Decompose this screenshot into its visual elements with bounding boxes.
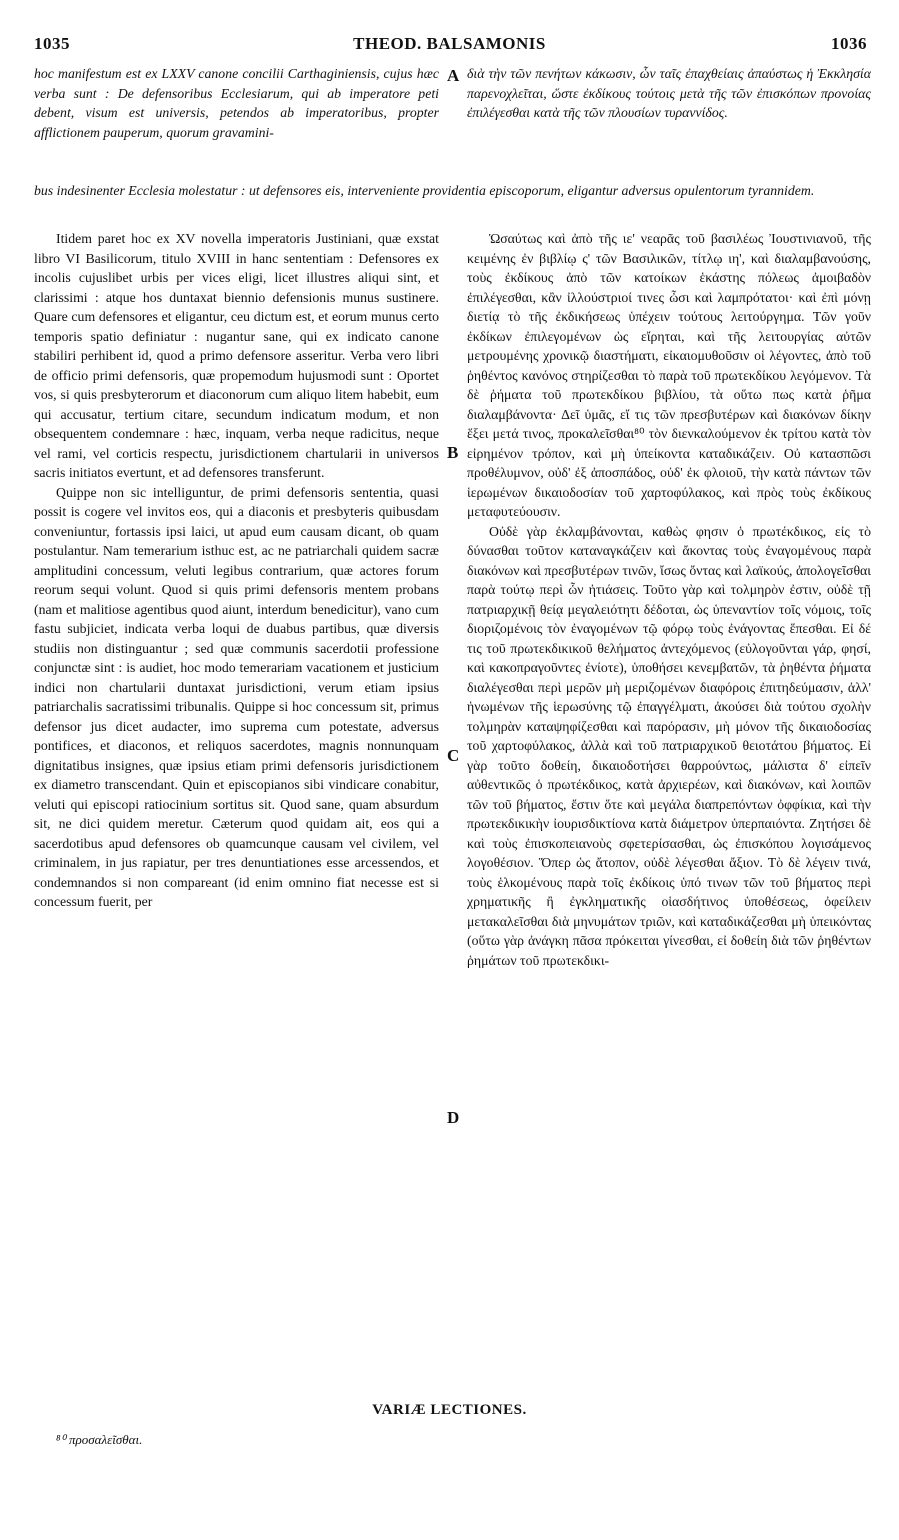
variae-lectiones-heading: VARIÆ LECTIONES. — [372, 1402, 527, 1418]
page-number-left: 1035 — [34, 34, 70, 53]
greek-paragraph-2: Οὐδὲ γὰρ ἐκλαμβάνονται, καθὼς φησιν ὁ πρωτέκδικος, εἰς τὸ δύνασθαι τοῦτον καταναγκάζειν καὶ ἄκοντας τοὺς ἐναγομένους παρὰ διακόνων καὶ πρεσβυτέρων τινῶν, ἴσως ὄντας καὶ λαϊκούς, ἀπολογεῖσθαι παρὰ τούτῳ περὶ ὧν ἠτιάσεις. Τοῦτο γὰρ καὶ τολμηρὸν ἐστιν, οὐδὲ τῇ πατριαρχικῇ θείᾳ μεγαλειότητι δέδοται, ὡς ὑπεναντίον τοῖς νόμοις, τοῖς διοριζομένοις τὸν ἐναγομένων τῷ φόρῳ τοὺς ἐνάγοντας ἕπεσθαι. Εἰ δέ τις τοῦ πρωτεκδικικοῦ θελήματος ἀντεχόμενος (εὐλογοῦνται γάρ, φησί, καὶ κακοπραγοῦντες ἐνίοτε), ὑποθήσει κενεμβατῶν, τὰ ῥηθέντα ῥήματα διαλέγεσθαι περὶ μερῶν μὴ μεριζομένων διαφόροις ἐπιτηδεύμασιν, ἀλλ' ἡνωμένων τῆς ἱερωσύνης τῷ ἐπαγγέλματι, ἀκούσει διὰ τούτου σχολὴν τολμηρὰν καταψηφίζεσθαι καὶ παρόρασιν, μὴ μόνον τῆς δικαιοδοσίας τοῦ χαρτοφύλακος, ἀλλὰ καὶ τοῦ πατριαρχικοῦ θειοτάτου βήματος. Εἰ γὰρ τοῦτο δοθείη, δικαιοδοτήσει θαρρούντως, μάλιστα δ' εἰπεῖν αὐθεντικῶς ὁ πρωτέκδικος, κατὰ ἀρχιερέων, καὶ διακόνων, καὶ λοιπῶν τῶν τοῦ βήματος, ἔστιν ὅτε καὶ μεγάλα διαπρεπόντων ὀφφίκια, καὶ τὴν πρωτεκδικικὴν ἰουρισδικτίονα κατὰ διάμετρον ὑπερπαιόντα. Ζητήσει δὲ καὶ τοὺς ἐπισκοπειανοὺς σφετερίσασθαι, ὡς ἐπισκόπου λογισάμενος λογοθέσιον. Ὅπερ ὡς ἄτοπον, οὐδὲ λέγεσθαι ἄξιον. Τὸ δὲ λέγειν τινά, τοὺς ἑλκομένους παρὰ τοῖς ἐκδίκοις ὑπό τινων τῶν τοῦ βήματος περὶ χρηματικῆς ἢ ἐγκληματικῆς οἱασδήτινος ὑποθέσεως, ὀφείλειν μετακαλεῖσθαι διὰ μηνυμάτων τριῶν, καὶ καταδικάζεσθαι μὴ ὑπεικόντας (οὕτω γὰρ ἀνάγκη πᾶσα πρόκειται γίνεσθαι, εἰ δοθείη διὰ τῶν ῥηθέντων ῥημάτων τοῦ πρωτεκδικι- — [467, 523, 871, 968]
latin-top-block — [34, 64, 439, 181]
latin-paragraph-2: Quippe non sic intelliguntur, de primi defensoris sententia, quasi possit is cogere vel invitos eos, qui a diaconis et presbyteris quibusdam conveniuntur, fortassis ipsi laici, ut apud eum causam dicant, ob quam postulantur. Nam temerarium isthuc est, ac ne patriarchali quidem sacræ amplitudini concessum, veluti legibus contrarium, quæ actores forum reorum sequi volunt. Quod si quis primi defensoris mentem probans (nam et malitiose agentibus quod aiunt, interdum benedicitur), vano cum fastu subjiciet, indicata verba loqui de duabus partibus, quæ diversis studiis non distinguantur ; sed quæ communis sacerdotii professione conjunctæ sint : is audiet, hoc modo temerariam vacationem et justicium indici non chartularii duntaxat jurisdictioni, verum etiam ipsius patriarchalis sacratissimi tribunalis. Quippe si hoc concessum sit, primus defensor jus dicet audacter, imo suprema cum potestate, adversus pontifices, et diaconos, et reliquos sacerdotes, magnis nonnunquam dignitatibus insignes, quæ ipsius etiam primi defensoris jurisdictionem ex diametro transcendant. Quin et episcopianos sibi vindicare conabitur, veluti qui episcopi ratiocinium sortitus sit. Quod sane, quam absurdum sit, ne dici quidem meretur. Cæterum quod quidam ait, eos qui a sacerdotibus apud defensores ob quamcunque causam vel civilem, vel criminalem, in jus rapiatur, per tres denuntiationes esse arcessendos, et condemnandos si non compareant (id enim omnino fiat necesse est si concessum fuerit, per — [34, 484, 439, 909]
variae-note — [56, 1432, 142, 1448]
page-number-right: 1036 — [831, 34, 867, 53]
margin-letter-b: B — [447, 443, 459, 462]
running-title: THEOD. BALSAMONIS — [353, 34, 546, 53]
greek-column — [467, 229, 871, 1389]
margin-letter-a: A — [447, 66, 460, 85]
full-width-line: bus indesinenter Ecclesia molestatur : ut defensores eis, interveniente providentia episcoporum, eligantur adversus opulentorum tyrannidem. — [34, 183, 815, 198]
variae-note-marker: ⁸⁰ — [56, 1432, 66, 1447]
variae-note-text: προσαλεῖσθαι. — [68, 1432, 143, 1447]
latin-paragraph-1: Itidem paret hoc ex XV novella imperatoris Justiniani, quæ exstat libro VI Basilicorum, titulo XVIII in hanc sententiam : Defensores ex incolis cujuslibet urbis per vices eligi, licet illustres aliqui sint, et clarissimi : atque hos duntaxat biennio defensionis munus sustinere. Quare cum defensores et eligantur, ceu dictum est, et eorum munus certo temporis spatio definiatur : nugantur sane, qui ex indicato canone stabiliri perhibent id, quod a primo defensore asseritur. Verba vero libri de officio primi defensoris, quæ propemodum hujusmodi sunt : Oportet vos, si quis presbyterorum et diaconorum cum aliquo litem habebit, eum qui accusatur, tertium citare, secundum indicatum modum, et non obsequentem condemnare : hæc, inquam, verba neque radicitus, neque vel rami, vel corticis respectu, jurisdictionem chartularii in universos sacris initiatos evertunt, et ad defensores transferunt. — [34, 231, 439, 480]
margin-letter-d: D — [447, 1108, 460, 1127]
greek-top-block — [467, 64, 871, 181]
greek-paragraph-1: Ὡσαύτως καὶ ἀπὸ τῆς ιε' νεαρᾶς τοῦ βασιλέως Ἰουστινιανοῦ, τῆς κειμένης ἐν βιβλίῳ ς' τῶν Βασιλικῶν, τίτλῳ ιη', καὶ διαλαμβανούσης, τοὺς ἐκδίκους ἀπὸ τῶν κατοίκων ἑκάστης πόλεως ἀμοιβαδὸν ἐπιλέγεσθαι, κἂν ἰλλούστριοί τινες ὦσι καὶ λαμπρότατοι· καὶ ἐπὶ μόνῃ διετίᾳ τὸ τῆς ἐκδικήσεως ὑπέχειν τούτους λειτούργημα. Τῶν γοῦν ἐκδίκων ἐπιλεγομένων ὡς εἴρηται, καὶ τῆς λειτουργίας αὐτῶν μετρουμένης χρονικῷ διαστήματι, εἰκαιομυθοῦσιν οἱ λέγοντες, ἀπὸ τοῦ ῥηθέντος κανόνος στηρίζεσθαι τὸ παρὰ τοῦ πρωτεκδίκου λεγόμενον. Τὰ δὲ ῥήματα τοῦ πρωτεκδίκου βιβλίου, τὰ οὕτω πως κατὰ ῥῆμα διαλαμβάνοντα· Δεῖ ὑμᾶς, εἴ τις τῶν πρεσβυτέρων καὶ διακόνων δίκην ἕξει μετά τινος, προκαλεῖσθαι⁸⁰ τὸν διενκαλούμενον ἐκ τρίτου κατὰ τὸν εἰρημένον τρόπον, καὶ μὴ ὑπείκοντα καταδικάζειν. Οὐ κατασπῶσι προθέλυμνον, οὐδ' ἐξ ἀποσπάδος, οὐδ' ἐκ φλοιοῦ, τὴν κατὰ πάντων τῶν ἱερωμένων δικαιοδοσίαν τοῦ χαρτοφύλακος, καὶ πρὸς τοὺς ἐκδίκους μεταφυτεύουσιν. — [467, 231, 871, 519]
latin-top-text: hoc manifestum est ex LXXV canone concilii Carthaginiensis, cujus hæc verba sunt : De defensoribus Ecclesiarum, qui ab imperatore peti debent, visum est universis, petendos ab imperatoribus, propter afflictionem pauperum, quorum gravamini- — [34, 66, 439, 140]
margin-letter-c: C — [447, 746, 460, 765]
latin-column — [34, 229, 439, 1389]
greek-top-text: διὰ τὴν τῶν πενήτων κάκωσιν, ὧν ταῖς ἐπαχθείαις ἀπαύστως ἡ Ἐκκλησία παρενοχλεῖται, ὥστε ἐκδίκους τούτοις μετὰ τῆς τῶν ἐπισκόπων προνοίας ἐπιλέγεσθαι κατὰ τῆς τῶν πλουσίων τυραννίδος. — [467, 66, 871, 120]
